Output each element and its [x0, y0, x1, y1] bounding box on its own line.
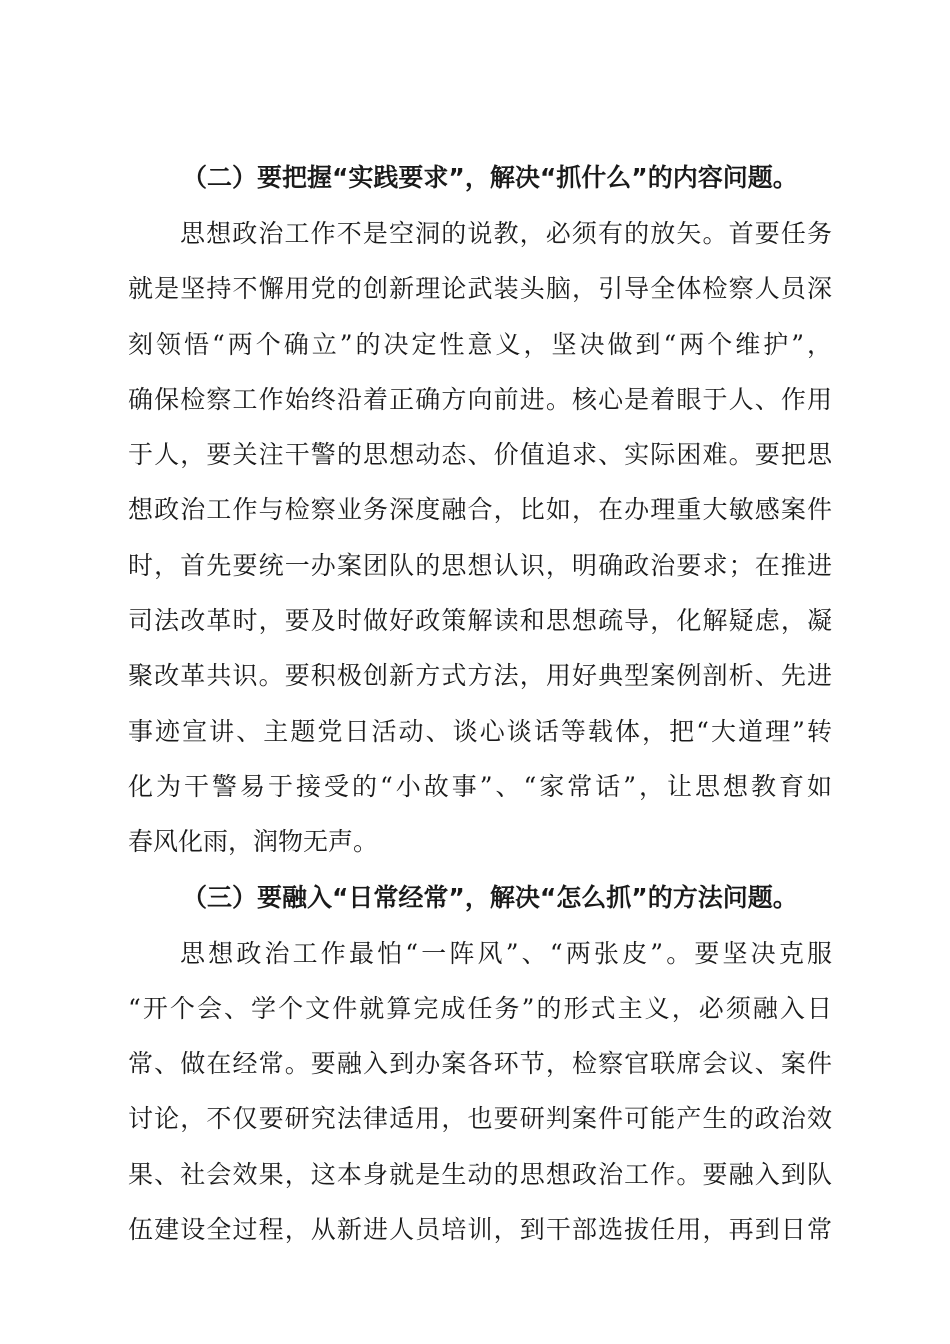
- text-line: 伍建设全过程，从新进人员培训，到干部选拔任用，再到日常: [128, 1215, 832, 1245]
- text-line: 事迹宣讲、主题党日活动、谈心谈话等载体，把“大道理”转: [128, 716, 832, 746]
- text-line: 思想政治工作不是空洞的说教，必须有的放矢。首要任务: [180, 219, 832, 248]
- text-line: 时，首先要统一办案团队的思想认识，明确政治要求；在推进: [128, 550, 832, 580]
- text-line: 思想政治工作最怕“一阵风”、“两张皮”。要坚决克服: [180, 938, 832, 968]
- text-line: 聚改革共识。要积极创新方式方法，用好典型案例剖析、先进: [128, 661, 832, 691]
- text-line: 春风化雨，润物无声。: [128, 827, 379, 857]
- section-heading-3: （三）要融入“日常经常”，解决“怎么抓”的方法问题。: [182, 882, 798, 912]
- text-line: 就是坚持不懈用党的创新理论武装头脑，引导全体检察人员深: [128, 274, 832, 304]
- section-body-3: [128, 926, 832, 1258]
- section-body-2: [128, 206, 832, 870]
- text-line: 讨论，不仅要研究法律适用，也要研判案件可能产生的政治效: [128, 1104, 832, 1134]
- text-line: 刻领悟“两个确立”的决定性意义，坚决做到“两个维护”，: [128, 329, 832, 359]
- text-line: 化为干警易于接受的“小故事”、“家常话”，让思想教育如: [128, 771, 832, 801]
- document-page: [128, 150, 832, 1257]
- text-line: 常、做在经常。要融入到办案各环节，检察官联席会议、案件: [128, 1049, 832, 1079]
- text-line: 果、社会效果，这本身就是生动的思想政治工作。要融入到队: [128, 1159, 832, 1189]
- text-line: 确保检察工作始终沿着正确方向前进。核心是着眼于人、作用: [128, 384, 832, 414]
- text-line: 司法改革时，要及时做好政策解读和思想疏导，化解疑虑，凝: [128, 606, 832, 636]
- text-line: 于人，要关注干警的思想动态、价值追求、实际困难。要把思: [128, 440, 832, 470]
- text-line: 想政治工作与检察业务深度融合，比如，在办理重大敏感案件: [128, 495, 832, 525]
- section-heading-2: （二）要把握“实践要求”，解决“抓什么”的内容问题。: [182, 163, 798, 192]
- text-line: “开个会、学个文件就算完成任务”的形式主义，必须融入日: [128, 993, 832, 1023]
